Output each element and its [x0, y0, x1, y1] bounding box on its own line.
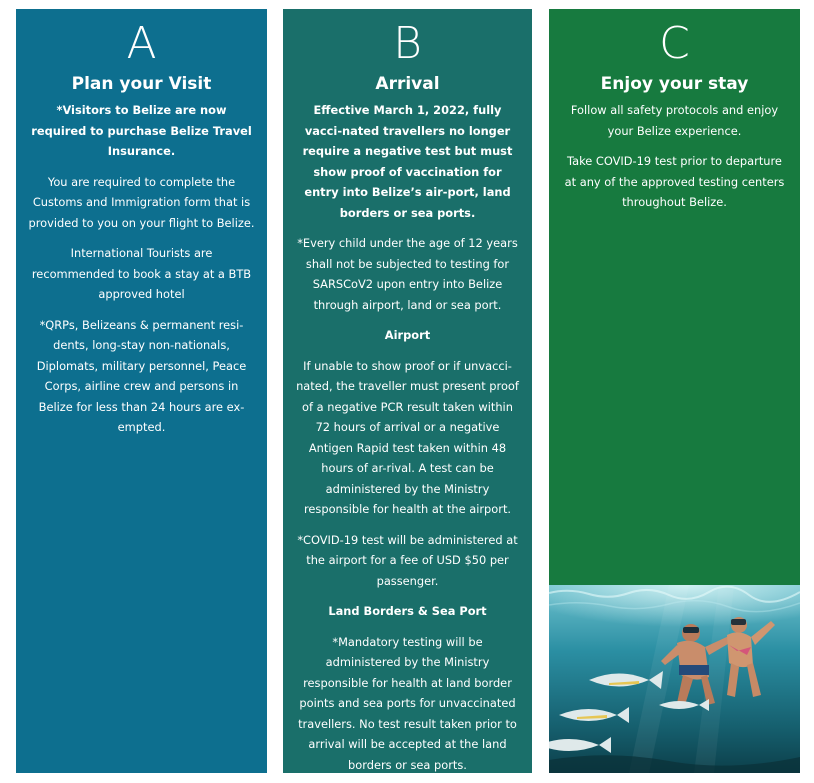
child-testing-note: *Every child under the age of 12 years shall not be subjected to testing for SARSCoV2 upon entry into Belize through airport, land or sea port. — [297, 236, 518, 312]
column-title-plan-your-visit: Plan your Visit — [71, 74, 212, 94]
step-letter-a: A — [126, 18, 157, 69]
step-letter-b: B — [393, 18, 422, 69]
customs-form-text: You are required to complete the Customs and Immigration form that is provided to you on your flight to Belize. — [28, 174, 255, 230]
land-borders-testing-text: *Mandatory testing will be administered by the Ministry responsible for health at land border points and sea ports for unvaccinated travellers. No test result taken prior to arrival will be accepted at the land borders or sea ports. — [298, 634, 517, 772]
land-borders-subheading: Land Borders & Sea Port — [328, 604, 487, 618]
airport-fee-text: *COVID-19 test will be administered at the airport for a fee of USD $50 per passenger. — [297, 532, 518, 588]
hotel-recommendation-text: International Tourists are recommended to book a stay at a BTB approved hotel — [31, 246, 252, 301]
airport-subheading: Airport — [384, 328, 431, 342]
column-enjoy-your-stay — [549, 9, 800, 773]
safety-protocols-text: Follow all safety protocols and enjoy your Belize experience. — [570, 103, 779, 138]
column-title-enjoy-your-stay: Enjoy your stay — [600, 74, 749, 94]
column-title-arrival: Arrival — [375, 74, 440, 94]
departure-test-text: Take COVID-19 test prior to departure at any of the approved testing centers throughout Belize. — [564, 154, 785, 209]
column-arrival — [283, 9, 532, 773]
column-plan-your-visit — [16, 9, 267, 773]
airport-testing-text: If unable to show proof or if unvacci-nated, the traveller must present proof of a negative PCR result taken within 72 hours of arrival or a negative Antigen Rapid test taken within 48 hours of ar-rival. A test can be administered by the Ministry responsible for health at the airport. — [296, 358, 519, 516]
exemptions-text: *QRPs, Belizeans & permanent resi-dents, long-stay non-nationals, Diplomats, military personnel, Peace Corps, airline crew and persons in Belize for less than 24 hours are ex-empted. — [36, 317, 247, 434]
insurance-requirement-text: *Visitors to Belize are now required to purchase Belize Travel Insurance. — [31, 103, 252, 158]
snorkelers-underwater-photo — [549, 585, 800, 773]
vaccination-proof-text: Effective March 1, 2022, fully vacci-nated travellers no longer require a negative test but must show proof of vaccination for entry into Belize’s air-port, land borders or sea ports. — [302, 103, 513, 220]
step-letter-c: C — [659, 18, 690, 69]
